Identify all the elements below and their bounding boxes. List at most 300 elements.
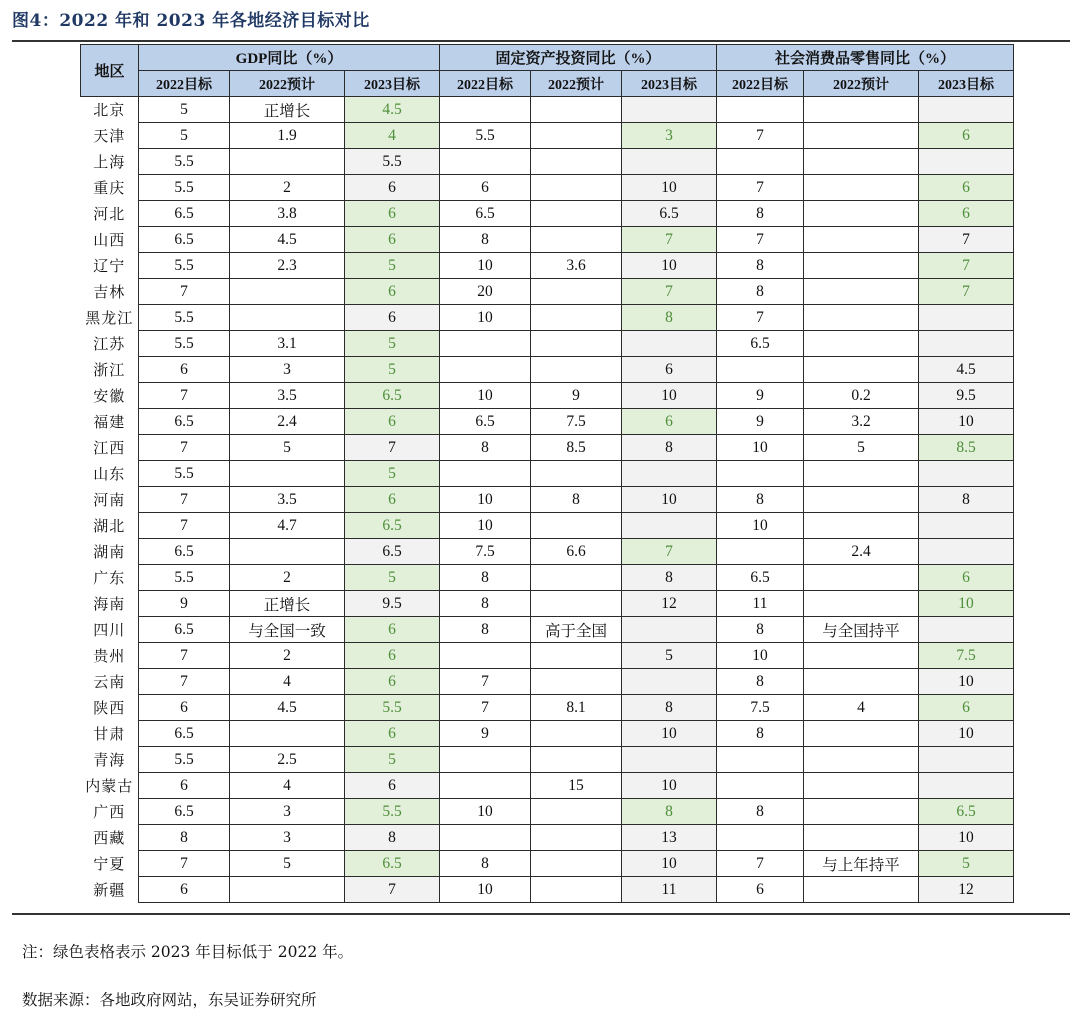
table-cell <box>717 149 804 175</box>
table-cell: 6 <box>139 877 230 903</box>
table-cell <box>919 747 1014 773</box>
table-cell: 8.1 <box>531 695 622 721</box>
table-row <box>81 149 1014 175</box>
table-cell <box>804 123 919 149</box>
table-cell: 6 <box>919 695 1014 721</box>
table-cell: 5 <box>230 851 345 877</box>
table-cell <box>531 331 622 357</box>
table-cell: 6.5 <box>345 513 440 539</box>
table-cell <box>531 305 622 331</box>
table-cell: 7.5 <box>440 539 531 565</box>
table-cell: 7 <box>919 279 1014 305</box>
table-cell: 6.5 <box>139 201 230 227</box>
table-cell: 6.5 <box>717 331 804 357</box>
retail-sales-group-header: 社会消费品零售同比（%） <box>717 45 1014 71</box>
table-cell: 7 <box>919 227 1014 253</box>
table-cell <box>804 721 919 747</box>
table-cell: 6 <box>345 201 440 227</box>
table-cell: 6 <box>345 773 440 799</box>
region-cell: 甘肃 <box>93 727 126 743</box>
top-rule <box>12 40 1070 42</box>
table-cell: 6 <box>440 175 531 201</box>
table-cell: 20 <box>440 279 531 305</box>
table-cell: 5 <box>345 747 440 773</box>
table-cell: 5.5 <box>139 253 230 279</box>
table-cell: 7 <box>139 643 230 669</box>
table-cell: 8 <box>919 487 1014 513</box>
table-cell <box>804 279 919 305</box>
table-header <box>81 45 1014 97</box>
table-cell: 10 <box>440 513 531 539</box>
region-header: 地区 <box>81 45 139 97</box>
table-cell: 10 <box>440 383 531 409</box>
table-cell <box>531 669 622 695</box>
table-cell <box>622 747 717 773</box>
table-row <box>81 383 1014 409</box>
table-row <box>81 175 1014 201</box>
table-cell <box>717 539 804 565</box>
table-row <box>81 565 1014 591</box>
table-cell: 3 <box>622 123 717 149</box>
table-cell <box>531 513 622 539</box>
table-cell: 9 <box>440 721 531 747</box>
sub-header: 2022目标 <box>139 71 230 97</box>
region-cell: 海南 <box>93 597 126 613</box>
table-cell: 7 <box>440 695 531 721</box>
table-cell: 10 <box>919 825 1014 851</box>
table-cell: 10 <box>622 773 717 799</box>
table-cell: 4.5 <box>230 695 345 721</box>
table-cell: 6 <box>139 773 230 799</box>
table-cell: 6 <box>919 175 1014 201</box>
table-cell: 5 <box>139 123 230 149</box>
table-row <box>81 695 1014 721</box>
table-cell: 7 <box>139 513 230 539</box>
table-row <box>81 253 1014 279</box>
table-cell <box>531 97 622 123</box>
table-row <box>81 747 1014 773</box>
table-cell: 10 <box>717 643 804 669</box>
table-cell: 10 <box>717 513 804 539</box>
economic-targets-table <box>80 44 1014 903</box>
table-cell: 4 <box>804 695 919 721</box>
table-cell: 10 <box>919 409 1014 435</box>
table-cell: 6 <box>622 357 717 383</box>
table-cell: 8 <box>440 227 531 253</box>
table-cell <box>804 877 919 903</box>
table-row <box>81 591 1014 617</box>
table-cell: 12 <box>622 591 717 617</box>
table-cell <box>531 357 622 383</box>
table-row <box>81 877 1014 903</box>
table-cell <box>622 149 717 175</box>
table-cell <box>804 643 919 669</box>
table-cell <box>622 617 717 643</box>
region-cell: 上海 <box>93 155 126 171</box>
table-cell <box>717 461 804 487</box>
region-cell: 陕西 <box>93 701 126 717</box>
table-row <box>81 721 1014 747</box>
table-cell: 9 <box>717 383 804 409</box>
table-cell: 7 <box>139 851 230 877</box>
table-cell <box>804 513 919 539</box>
table-cell <box>531 643 622 669</box>
table-cell: 7 <box>345 435 440 461</box>
table-cell: 8 <box>622 695 717 721</box>
table-cell <box>440 357 531 383</box>
table-cell: 6 <box>139 695 230 721</box>
table-row <box>81 851 1014 877</box>
table-cell: 7 <box>717 123 804 149</box>
table-cell <box>440 747 531 773</box>
region-cell: 四川 <box>93 623 126 639</box>
table-cell <box>804 305 919 331</box>
table-cell <box>804 331 919 357</box>
table-cell: 6.5 <box>139 227 230 253</box>
table-cell: 8 <box>717 487 804 513</box>
table-row <box>81 409 1014 435</box>
table-cell: 6.5 <box>717 565 804 591</box>
table-cell: 4.5 <box>919 357 1014 383</box>
table-cell: 5.5 <box>139 565 230 591</box>
table-cell <box>440 643 531 669</box>
table-cell <box>919 773 1014 799</box>
table-cell: 与全国持平 <box>804 617 919 643</box>
region-cell: 重庆 <box>93 181 126 197</box>
table-cell: 5 <box>622 643 717 669</box>
table-cell: 与全国一致 <box>230 617 345 643</box>
table-cell: 7 <box>139 487 230 513</box>
table-cell: 7 <box>717 851 804 877</box>
table-cell: 10 <box>622 851 717 877</box>
table-cell: 5.5 <box>139 331 230 357</box>
table-row <box>81 461 1014 487</box>
table-cell <box>622 513 717 539</box>
table-cell: 8 <box>440 591 531 617</box>
table-cell <box>717 825 804 851</box>
table-cell <box>230 305 345 331</box>
table-cell: 7 <box>622 539 717 565</box>
table-row <box>81 799 1014 825</box>
table-cell: 6 <box>345 617 440 643</box>
table-cell: 8 <box>717 201 804 227</box>
table-row <box>81 539 1014 565</box>
table-cell: 正增长 <box>230 97 345 123</box>
table-cell: 7.5 <box>919 643 1014 669</box>
table-cell: 6.5 <box>345 851 440 877</box>
table-cell: 10 <box>440 305 531 331</box>
table-cell <box>804 175 919 201</box>
table-cell: 5 <box>345 565 440 591</box>
table-cell: 10 <box>919 591 1014 617</box>
table-cell <box>531 149 622 175</box>
table-cell: 8 <box>622 435 717 461</box>
table-cell: 8 <box>440 565 531 591</box>
table-cell: 6.5 <box>440 201 531 227</box>
region-cell: 西藏 <box>93 831 126 847</box>
table-cell: 7.5 <box>531 409 622 435</box>
table-cell: 15 <box>531 773 622 799</box>
table-cell: 3.6 <box>531 253 622 279</box>
table-cell <box>230 539 345 565</box>
table-cell <box>622 331 717 357</box>
region-cell: 北京 <box>93 103 126 120</box>
table-cell: 10 <box>717 435 804 461</box>
region-cell: 贵州 <box>93 649 126 665</box>
table-cell: 3.1 <box>230 331 345 357</box>
region-cell: 江苏 <box>93 337 126 353</box>
table-cell: 5 <box>139 97 230 123</box>
table-cell: 2 <box>230 175 345 201</box>
table-row <box>81 617 1014 643</box>
table-cell: 8 <box>139 825 230 851</box>
table-cell <box>531 747 622 773</box>
table-cell: 4.7 <box>230 513 345 539</box>
region-cell: 湖北 <box>93 519 126 535</box>
table-cell <box>230 461 345 487</box>
table-cell: 9 <box>139 591 230 617</box>
table-cell: 8 <box>717 799 804 825</box>
table-cell <box>804 227 919 253</box>
table-row <box>81 825 1014 851</box>
table-cell <box>531 175 622 201</box>
table-cell: 5 <box>230 435 345 461</box>
table-cell <box>804 747 919 773</box>
table-cell: 7 <box>622 227 717 253</box>
region-cell: 宁夏 <box>93 857 126 873</box>
table-row <box>81 201 1014 227</box>
region-cell: 安徽 <box>93 389 126 405</box>
table-cell: 5.5 <box>139 305 230 331</box>
table-cell <box>230 279 345 305</box>
table-cell: 4 <box>230 669 345 695</box>
region-cell: 黑龙江 <box>85 311 134 327</box>
region-cell: 青海 <box>93 753 126 769</box>
table-note: 注：绿色表格表示 2023 年目标低于 2022 年。 <box>22 943 354 961</box>
region-cell: 湖南 <box>93 545 126 561</box>
table-cell: 10 <box>622 253 717 279</box>
region-cell: 河北 <box>93 207 126 223</box>
table-row <box>81 435 1014 461</box>
table-cell: 11 <box>622 877 717 903</box>
table-cell: 6.5 <box>345 539 440 565</box>
table-cell <box>440 461 531 487</box>
table-cell: 6.5 <box>139 409 230 435</box>
figure-title: 图4：2022 年和 2023 年各地经济目标对比 <box>12 11 370 31</box>
table-cell: 6 <box>622 409 717 435</box>
table-cell: 10 <box>919 669 1014 695</box>
fixed-investment-group-header: 固定资产投资同比（%） <box>440 45 717 71</box>
data-source: 数据来源：各地政府网站，东吴证券研究所 <box>22 991 317 1009</box>
table-cell: 3.8 <box>230 201 345 227</box>
table-cell <box>531 461 622 487</box>
table-row <box>81 227 1014 253</box>
table-cell: 7.5 <box>717 695 804 721</box>
table-cell: 6.5 <box>919 799 1014 825</box>
table-cell <box>531 877 622 903</box>
table-cell: 3.5 <box>230 487 345 513</box>
region-cell: 广东 <box>93 571 126 587</box>
table-cell <box>440 825 531 851</box>
table-cell <box>919 461 1014 487</box>
table-cell: 2.4 <box>804 539 919 565</box>
table-cell: 7 <box>717 305 804 331</box>
table-cell: 6.5 <box>440 409 531 435</box>
table-cell: 4.5 <box>230 227 345 253</box>
table-cell: 8 <box>345 825 440 851</box>
table-cell: 10 <box>622 383 717 409</box>
table-cell <box>804 799 919 825</box>
table-row <box>81 487 1014 513</box>
table-cell: 2 <box>230 565 345 591</box>
sub-header: 2022预计 <box>531 71 622 97</box>
table-cell: 5.5 <box>345 149 440 175</box>
table-row <box>81 97 1014 123</box>
table-cell: 4.5 <box>345 97 440 123</box>
table-cell: 8 <box>622 565 717 591</box>
table-cell: 10 <box>622 175 717 201</box>
table-cell: 6 <box>345 643 440 669</box>
table-cell: 4 <box>230 773 345 799</box>
sub-header: 2023目标 <box>622 71 717 97</box>
table-cell <box>804 149 919 175</box>
table-cell <box>717 773 804 799</box>
table-cell: 10 <box>919 721 1014 747</box>
table-cell: 7 <box>919 253 1014 279</box>
table-cell <box>622 97 717 123</box>
table-cell: 6.6 <box>531 539 622 565</box>
region-cell: 浙江 <box>93 363 126 379</box>
table-cell: 5 <box>345 253 440 279</box>
table-cell <box>531 721 622 747</box>
table-row <box>81 357 1014 383</box>
table-row <box>81 123 1014 149</box>
table-cell: 4 <box>345 123 440 149</box>
table-cell <box>440 331 531 357</box>
table-cell <box>717 747 804 773</box>
table-cell: 7 <box>717 227 804 253</box>
table-cell: 3.5 <box>230 383 345 409</box>
table-cell <box>919 331 1014 357</box>
table-row <box>81 643 1014 669</box>
table-cell <box>804 357 919 383</box>
table-cell: 13 <box>622 825 717 851</box>
table-cell: 9.5 <box>345 591 440 617</box>
table-cell: 7 <box>440 669 531 695</box>
table-cell <box>804 461 919 487</box>
table-cell: 8 <box>717 253 804 279</box>
table-cell <box>919 539 1014 565</box>
table-cell: 3 <box>230 825 345 851</box>
table-row <box>81 513 1014 539</box>
table-cell: 8 <box>717 721 804 747</box>
table-cell: 7 <box>139 279 230 305</box>
table-cell: 6 <box>345 409 440 435</box>
table-cell: 8 <box>717 279 804 305</box>
table-cell: 6 <box>345 669 440 695</box>
table-cell <box>440 773 531 799</box>
sub-header: 2023目标 <box>345 71 440 97</box>
region-cell: 河南 <box>93 493 126 509</box>
region-cell: 吉林 <box>93 285 126 301</box>
table-cell: 10 <box>440 799 531 825</box>
table-cell <box>531 227 622 253</box>
table-cell: 3 <box>230 799 345 825</box>
table-cell <box>230 877 345 903</box>
table-cell: 5.5 <box>139 149 230 175</box>
table-cell: 高于全国 <box>531 617 622 643</box>
table-cell: 6.5 <box>345 383 440 409</box>
table-cell: 6 <box>345 279 440 305</box>
sub-header: 2022预计 <box>230 71 345 97</box>
region-cell: 山西 <box>93 233 126 249</box>
table-cell <box>804 565 919 591</box>
region-cell: 福建 <box>93 415 126 431</box>
table-cell: 2 <box>230 643 345 669</box>
table-cell: 8 <box>622 305 717 331</box>
table-cell: 12 <box>919 877 1014 903</box>
table-cell <box>531 565 622 591</box>
table-cell <box>717 97 804 123</box>
table-cell <box>804 825 919 851</box>
region-cell: 山东 <box>93 467 126 483</box>
table-cell: 8 <box>440 851 531 877</box>
table-cell: 8 <box>440 617 531 643</box>
table-cell: 与上年持平 <box>804 851 919 877</box>
table-row <box>81 331 1014 357</box>
table-cell: 6 <box>919 565 1014 591</box>
table-cell <box>531 825 622 851</box>
table-cell <box>230 721 345 747</box>
table-row <box>81 305 1014 331</box>
table-cell: 8 <box>717 617 804 643</box>
region-cell: 天津 <box>93 129 126 145</box>
table-cell: 10 <box>622 721 717 747</box>
table-cell <box>622 669 717 695</box>
sub-header: 2022目标 <box>440 71 531 97</box>
table-cell: 9 <box>717 409 804 435</box>
table-cell: 5.5 <box>139 747 230 773</box>
region-cell: 广西 <box>93 805 126 821</box>
table-cell <box>531 123 622 149</box>
table-cell: 6 <box>345 305 440 331</box>
table-cell: 6 <box>345 227 440 253</box>
table-cell: 2.5 <box>230 747 345 773</box>
region-cell: 辽宁 <box>93 259 126 275</box>
table-cell <box>804 669 919 695</box>
table-cell: 11 <box>717 591 804 617</box>
table-cell: 7 <box>139 435 230 461</box>
table-cell: 3 <box>230 357 345 383</box>
table-cell: 7 <box>717 175 804 201</box>
table-cell: 5 <box>345 357 440 383</box>
table-cell: 5.5 <box>345 695 440 721</box>
table-cell: 8 <box>717 669 804 695</box>
table-cell: 5 <box>919 851 1014 877</box>
table-cell <box>531 279 622 305</box>
table-cell <box>717 357 804 383</box>
table-cell: 5 <box>345 331 440 357</box>
table-cell: 10 <box>440 253 531 279</box>
table-cell: 6 <box>919 123 1014 149</box>
region-cell: 云南 <box>93 675 126 691</box>
table-body <box>81 97 1014 903</box>
table-cell <box>531 201 622 227</box>
table-cell <box>804 773 919 799</box>
table-cell: 5.5 <box>440 123 531 149</box>
table-cell: 8 <box>622 799 717 825</box>
table-cell: 8 <box>440 435 531 461</box>
